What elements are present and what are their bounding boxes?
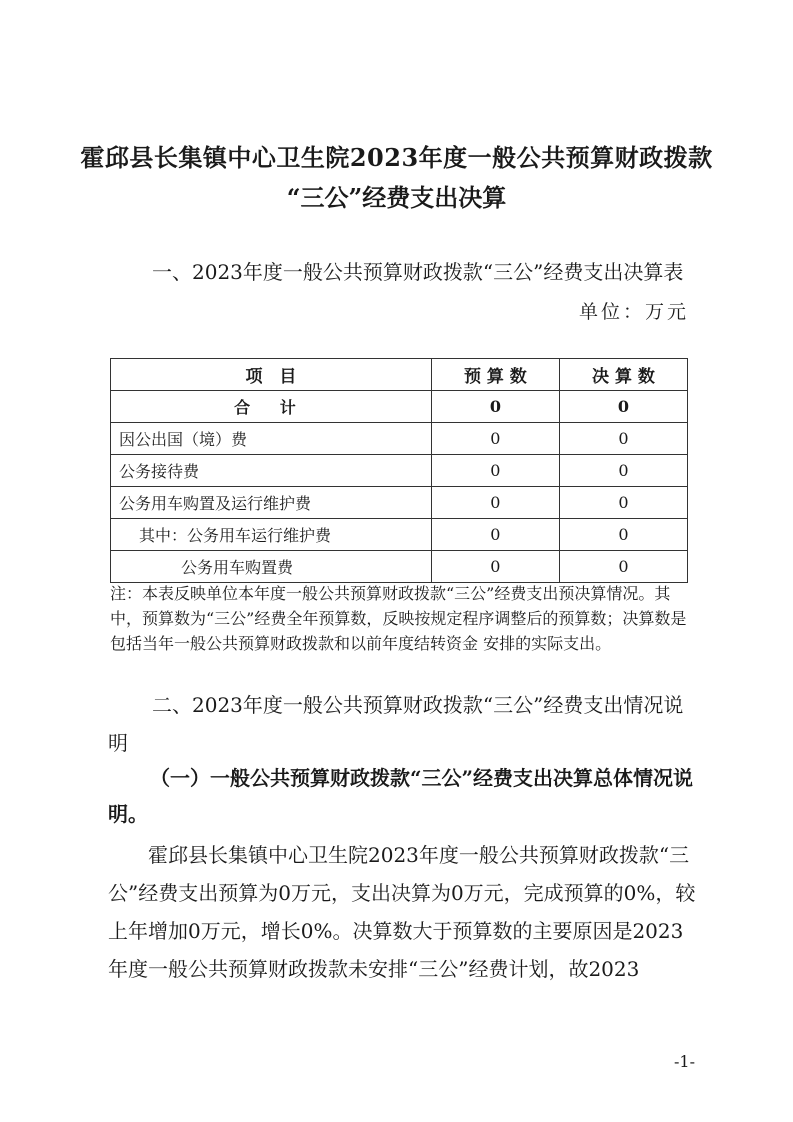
- page-number: -1-: [674, 1052, 695, 1071]
- row-label: 其中：公务用车运行维护费: [111, 519, 432, 551]
- header-budget: 预 算 数: [431, 359, 559, 391]
- row-final: 0: [559, 551, 687, 583]
- section2-heading: 二、2023年度一般公共预算财政拨款“三公”经费支出情况说明: [108, 693, 684, 755]
- row-budget: 0: [431, 487, 559, 519]
- table-row: [111, 423, 688, 455]
- budget-table: [110, 358, 688, 583]
- document-title-line2: “三公”经费支出决算: [286, 183, 507, 212]
- header-item: 项 目: [111, 359, 432, 391]
- table-row: [111, 519, 688, 551]
- table-row-total: [111, 391, 688, 423]
- section3-heading: （一）一般公共预算财政拨款“三公”经费支出决算总体情况说明。: [108, 766, 694, 826]
- total-budget: 0: [431, 391, 559, 423]
- total-label: 合 计: [111, 391, 432, 423]
- row-final: 0: [559, 519, 687, 551]
- header-final: 决 算 数: [559, 359, 687, 391]
- row-label: 公务用车购置费: [111, 551, 432, 583]
- table-note: 注：本表反映单位本年度一般公共预算财政拨款“三公”经费支出预决算情况。其中，预算数为“三公”经费全年预算数，反映按规定程序调整后的预算数；决算数是包括当年一般公共预算财政拨款和以前年度结转资金 安排的实际支出。: [110, 584, 687, 653]
- row-final: 0: [559, 455, 687, 487]
- total-final: 0: [559, 391, 687, 423]
- table-row: [111, 455, 688, 487]
- row-final: 0: [559, 423, 687, 455]
- row-final: 0: [559, 487, 687, 519]
- row-label: 公务用车购置及运行维护费: [111, 487, 432, 519]
- table-row: [111, 487, 688, 519]
- body-paragraph: 霍邱县长集镇中心卫生院2023年度一般公共预算财政拨款“三公”经费支出预算为0万元，支出决算为0万元，完成预算的0%，较上年增加0万元，增长0%。决算数大于预算数的主要原因是2023年度一般公共预算财政拨款未安排“三公”经费计划，故2023: [108, 843, 696, 981]
- table-row: [111, 551, 688, 583]
- row-budget: 0: [431, 519, 559, 551]
- section1-heading: 一、2023年度一般公共预算财政拨款“三公”经费支出决算表: [152, 260, 684, 284]
- table-header-row: [111, 359, 688, 391]
- row-budget: 0: [431, 423, 559, 455]
- row-label: 因公出国（境）费: [111, 423, 432, 455]
- row-budget: 0: [431, 551, 559, 583]
- row-label: 公务接待费: [111, 455, 432, 487]
- row-budget: 0: [431, 455, 559, 487]
- document-title-line1: 霍邱县长集镇中心卫生院2023年度一般公共预算财政拨款: [80, 143, 713, 172]
- unit-label: 单位：万元: [578, 301, 689, 323]
